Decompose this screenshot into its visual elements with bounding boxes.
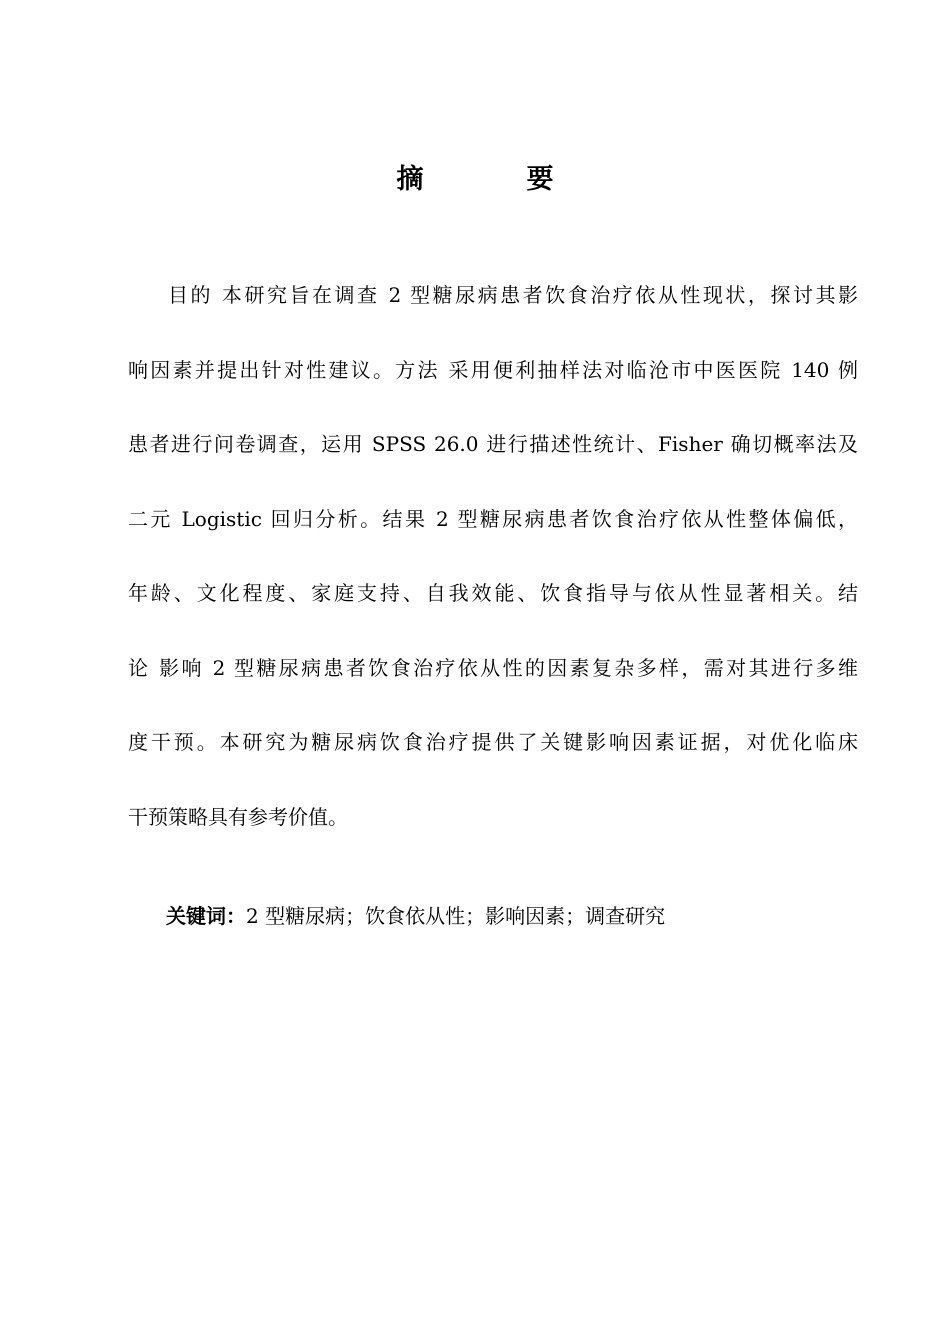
abstract-line: 度干预。本研究为糖尿病饮食治疗提供了关键影响因素证据，对优化临床 [128, 730, 858, 754]
abstract-body [128, 258, 858, 854]
abstract-line: 二元 Logistic 回归分析。结果 2 型糖尿病患者饮食治疗依从性整体偏低， [128, 506, 858, 531]
keywords-label: 关键词： [166, 904, 246, 928]
abstract-title: 摘 要 [396, 164, 592, 195]
abstract-line: 患者进行问卷调查，运用 SPSS 26.0 进行描述性统计、Fisher 确切概率法及 [128, 432, 858, 456]
abstract-line: 目的 本研究旨在调查 2 型糖尿病患者饮食治疗依从性现状，探讨其影 [168, 283, 858, 307]
abstract-line: 论 影响 2 型糖尿病患者饮食治疗依从性的因素复杂多样，需对其进行多维 [128, 655, 858, 680]
keywords-line [166, 896, 665, 936]
abstract-line: 干预策略具有参考价值。 [128, 804, 348, 829]
keywords-text: 2 型糖尿病；饮食依从性；影响因素；调查研究 [246, 904, 666, 928]
abstract-line: 年龄、文化程度、家庭支持、自我效能、饮食指导与依从性显著相关。结 [128, 581, 858, 605]
abstract-line: 响因素并提出针对性建议。方法 采用便利抽样法对临沧市中医医院 140 例 [128, 357, 858, 382]
